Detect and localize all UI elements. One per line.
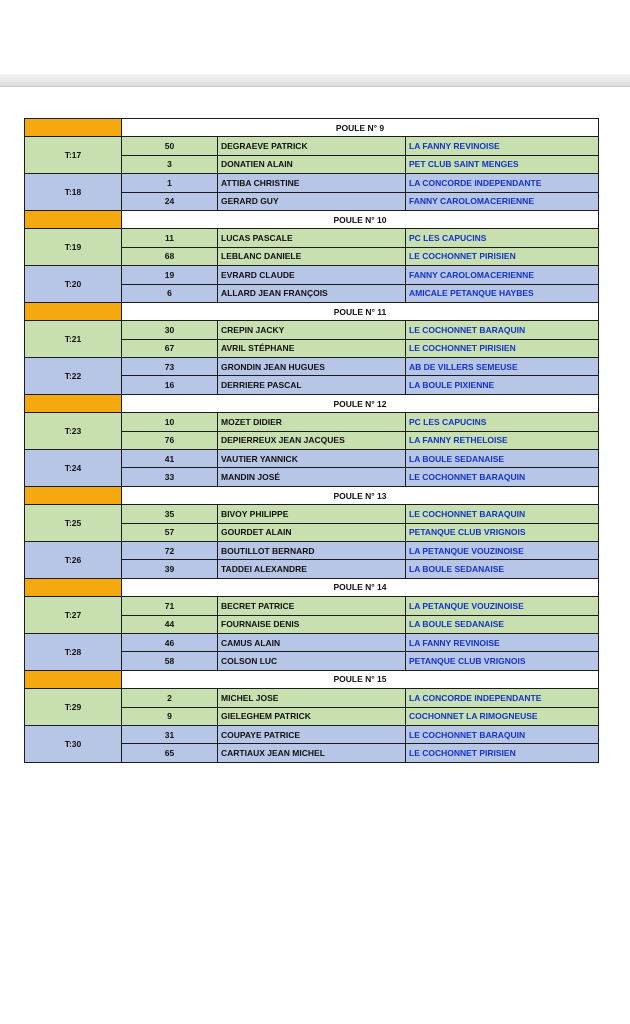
club-name-cell: LE COCHONNET PIRISIEN: [406, 339, 599, 357]
club-name-cell: PETANQUE CLUB VRIGNOIS: [406, 523, 599, 541]
poule-header-marker: [25, 394, 122, 412]
player-name-cell: FOURNAISE DENIS: [218, 615, 406, 633]
club-name-cell: LA FANNY RETHELOISE: [406, 431, 599, 449]
poule-title: POULE N° 9: [122, 119, 599, 137]
table-number-cell: T:25: [25, 505, 122, 542]
player-number-cell: 71: [122, 597, 218, 615]
club-name-cell: FANNY CAROLOMACERIENNE: [406, 266, 599, 284]
player-name-cell: ATTIBA CHRISTINE: [218, 174, 406, 192]
club-name-cell: AB DE VILLERS SEMEUSE: [406, 358, 599, 376]
club-name-cell: COCHONNET LA RIMOGNEUSE: [406, 707, 599, 725]
poule-header-marker: [25, 119, 122, 137]
table-row: [25, 505, 599, 523]
table-number-cell: T:26: [25, 541, 122, 578]
poule-header-marker: [25, 210, 122, 228]
poule-header-row: [25, 578, 599, 596]
player-name-cell: EVRARD CLAUDE: [218, 266, 406, 284]
player-name-cell: TADDEI ALEXANDRE: [218, 560, 406, 578]
poule-header-row: [25, 119, 599, 137]
club-name-cell: LA BOULE PIXIENNE: [406, 376, 599, 394]
player-name-cell: MICHEL JOSE: [218, 689, 406, 707]
poule-header-row: [25, 486, 599, 504]
poule-title: POULE N° 15: [122, 670, 599, 688]
table-row: [25, 137, 599, 155]
player-name-cell: COUPAYE PATRICE: [218, 725, 406, 743]
player-name-cell: DEPIERREUX JEAN JACQUES: [218, 431, 406, 449]
table-row: [25, 321, 599, 339]
table-row: [25, 266, 599, 284]
player-number-cell: 2: [122, 689, 218, 707]
player-number-cell: 67: [122, 339, 218, 357]
table-number-cell: T:30: [25, 725, 122, 762]
club-name-cell: LA PETANQUE VOUZINOISE: [406, 597, 599, 615]
player-name-cell: BIVOY PHILIPPE: [218, 505, 406, 523]
club-name-cell: LA BOULE SEDANAISE: [406, 450, 599, 468]
player-name-cell: COLSON LUC: [218, 652, 406, 670]
player-name-cell: ALLARD JEAN FRANÇOIS: [218, 284, 406, 302]
player-number-cell: 16: [122, 376, 218, 394]
club-name-cell: LA FANNY REVINOISE: [406, 633, 599, 651]
player-number-cell: 24: [122, 192, 218, 210]
player-number-cell: 68: [122, 247, 218, 265]
club-name-cell: LA CONCORDE INDEPENDANTE: [406, 689, 599, 707]
player-name-cell: CREPIN JACKY: [218, 321, 406, 339]
player-number-cell: 30: [122, 321, 218, 339]
player-number-cell: 1: [122, 174, 218, 192]
player-name-cell: VAUTIER YANNICK: [218, 450, 406, 468]
club-name-cell: AMICALE PETANQUE HAYBES: [406, 284, 599, 302]
player-number-cell: 46: [122, 633, 218, 651]
poule-title: POULE N° 13: [122, 486, 599, 504]
poule-title: POULE N° 12: [122, 394, 599, 412]
player-name-cell: GRONDIN JEAN HUGUES: [218, 358, 406, 376]
player-number-cell: 6: [122, 284, 218, 302]
player-name-cell: AVRIL STÉPHANE: [218, 339, 406, 357]
table-number-cell: T:24: [25, 450, 122, 487]
player-number-cell: 39: [122, 560, 218, 578]
club-name-cell: PET CLUB SAINT MENGES: [406, 155, 599, 173]
club-name-cell: LE COCHONNET PIRISIEN: [406, 744, 599, 762]
club-name-cell: LE COCHONNET BARAQUIN: [406, 725, 599, 743]
player-number-cell: 31: [122, 725, 218, 743]
club-name-cell: FANNY CAROLOMACERIENNE: [406, 192, 599, 210]
poule-header-row: [25, 394, 599, 412]
player-number-cell: 41: [122, 450, 218, 468]
player-number-cell: 50: [122, 137, 218, 155]
player-number-cell: 58: [122, 652, 218, 670]
table-number-cell: T:17: [25, 137, 122, 174]
table-row: [25, 450, 599, 468]
table-row: [25, 229, 599, 247]
player-name-cell: MANDIN JOSÉ: [218, 468, 406, 486]
player-number-cell: 19: [122, 266, 218, 284]
table-number-cell: T:27: [25, 597, 122, 634]
player-number-cell: 44: [122, 615, 218, 633]
player-name-cell: BECRET PATRICE: [218, 597, 406, 615]
player-name-cell: CARTIAUX JEAN MICHEL: [218, 744, 406, 762]
poule-header-marker: [25, 578, 122, 596]
player-number-cell: 11: [122, 229, 218, 247]
player-number-cell: 10: [122, 413, 218, 431]
table-row: [25, 689, 599, 707]
poule-header-marker: [25, 302, 122, 320]
poule-title: POULE N° 14: [122, 578, 599, 596]
player-name-cell: DEGRAEVE PATRICK: [218, 137, 406, 155]
player-name-cell: MOZET DIDIER: [218, 413, 406, 431]
poule-header-marker: [25, 486, 122, 504]
table-number-cell: T:19: [25, 229, 122, 266]
club-name-cell: LE COCHONNET BARAQUIN: [406, 321, 599, 339]
table-number-cell: T:21: [25, 321, 122, 358]
club-name-cell: LA BOULE SEDANAISE: [406, 560, 599, 578]
player-number-cell: 35: [122, 505, 218, 523]
poules-table: [24, 118, 599, 763]
poule-header-row: [25, 302, 599, 320]
club-name-cell: LA FANNY REVINOISE: [406, 137, 599, 155]
player-number-cell: 72: [122, 541, 218, 559]
player-number-cell: 9: [122, 707, 218, 725]
table-number-cell: T:23: [25, 413, 122, 450]
club-name-cell: LE COCHONNET PIRISIEN: [406, 247, 599, 265]
table-row: [25, 541, 599, 559]
player-name-cell: GIELEGHEM PATRICK: [218, 707, 406, 725]
player-name-cell: DONATIEN ALAIN: [218, 155, 406, 173]
table-row: [25, 725, 599, 743]
poule-header-marker: [25, 670, 122, 688]
player-name-cell: BOUTILLOT BERNARD: [218, 541, 406, 559]
club-name-cell: PC LES CAPUCINS: [406, 229, 599, 247]
club-name-cell: LE COCHONNET BARAQUIN: [406, 505, 599, 523]
club-name-cell: PETANQUE CLUB VRIGNOIS: [406, 652, 599, 670]
player-name-cell: GOURDET ALAIN: [218, 523, 406, 541]
player-name-cell: LUCAS PASCALE: [218, 229, 406, 247]
poule-header-row: [25, 670, 599, 688]
table-row: [25, 597, 599, 615]
table-number-cell: T:22: [25, 358, 122, 395]
table-row: [25, 633, 599, 651]
table-number-cell: T:18: [25, 174, 122, 211]
club-name-cell: LE COCHONNET BARAQUIN: [406, 468, 599, 486]
table-number-cell: T:20: [25, 266, 122, 303]
club-name-cell: LA BOULE SEDANAISE: [406, 615, 599, 633]
club-name-cell: LA PETANQUE VOUZINOISE: [406, 541, 599, 559]
top-toolbar-strip: [0, 74, 630, 87]
table-row: [25, 358, 599, 376]
poule-title: POULE N° 11: [122, 302, 599, 320]
player-number-cell: 76: [122, 431, 218, 449]
player-number-cell: 65: [122, 744, 218, 762]
table-row: [25, 174, 599, 192]
player-name-cell: CAMUS ALAIN: [218, 633, 406, 651]
player-number-cell: 73: [122, 358, 218, 376]
club-name-cell: LA CONCORDE INDEPENDANTE: [406, 174, 599, 192]
poule-title: POULE N° 10: [122, 210, 599, 228]
club-name-cell: PC LES CAPUCINS: [406, 413, 599, 431]
poule-header-row: [25, 210, 599, 228]
player-name-cell: DERRIERE PASCAL: [218, 376, 406, 394]
player-number-cell: 33: [122, 468, 218, 486]
player-number-cell: 3: [122, 155, 218, 173]
table-number-cell: T:28: [25, 633, 122, 670]
player-name-cell: LEBLANC DANIELE: [218, 247, 406, 265]
table-row: [25, 413, 599, 431]
table-number-cell: T:29: [25, 689, 122, 726]
player-number-cell: 57: [122, 523, 218, 541]
poules-table-body: [25, 119, 599, 763]
player-name-cell: GERARD GUY: [218, 192, 406, 210]
